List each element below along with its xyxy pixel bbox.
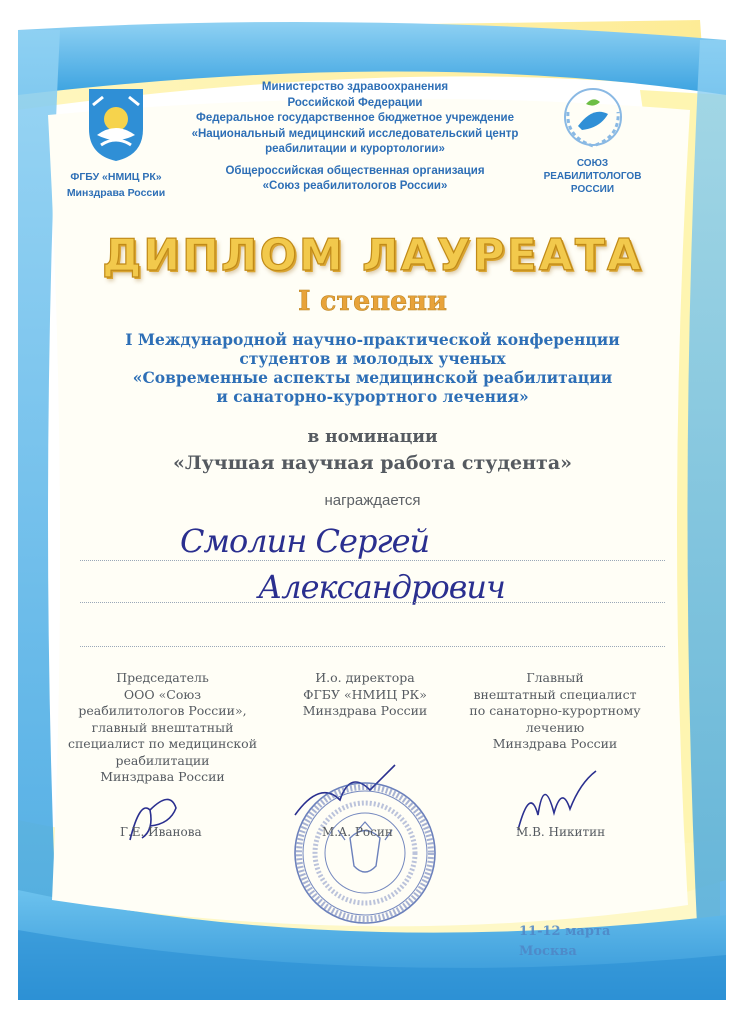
signatory-ivanova-name: Г.Е. Иванова (120, 825, 202, 839)
signatory-title-line: внештатный специалист (473, 686, 637, 702)
union-logo-caption-3: РОССИИ (570, 184, 615, 195)
header-line: реабилитации и курортологии» (265, 143, 445, 155)
name-dotted-line-3 (80, 646, 665, 647)
signatory-title-line: реабилитологов России», (78, 703, 247, 718)
nomination-title: «Лучшая научная работа студента» (172, 452, 573, 474)
signatory-ivanova-title (60, 670, 265, 786)
diploma-title: ДИПЛОМ ЛАУРЕАТА (102, 230, 643, 281)
union-logo-caption-1: СОЮЗ (576, 158, 609, 169)
signatory-nikitin-name: М.В. Никитин (516, 825, 606, 839)
event-place: Москва (519, 944, 577, 959)
recipient-name-line-1: Смолин Сергей (180, 522, 430, 560)
header-line: Министерство здравоохранения (261, 81, 449, 93)
organization-header (190, 80, 520, 195)
signatory-title-line: по санаторно-курортному (469, 703, 641, 718)
recipient-name-line-2: Александрович (258, 568, 505, 606)
awarded-label: награждается (324, 492, 421, 509)
signatory-title-line: специалист по медицинской (67, 736, 258, 751)
signatory-title-line: Председатель (116, 670, 209, 685)
nmic-logo (60, 85, 172, 199)
nmic-logo-caption-1: ФГБУ «НМИЦ РК» (70, 171, 162, 183)
signatory-title-line: ФГБУ «НМИЦ РК» (303, 686, 427, 702)
nomination-prefix: в номинации (307, 427, 438, 447)
header-line: Федеральное государственное бюджетное учреждение (196, 112, 514, 124)
header-line: «Национальный медицинский исследовательский центр (191, 127, 519, 140)
ivanova-signature-icon (120, 790, 190, 850)
signatory-title-line: реабилитации (115, 752, 210, 768)
conference-line: I Международной научно-практической конференции (125, 330, 620, 349)
date-place (519, 922, 610, 962)
diploma-degree: I степени (297, 286, 448, 317)
signatory-title-line: Минздрава России (492, 736, 618, 751)
signatory-title-line: И.о. директора (315, 670, 415, 685)
signatory-rosin-name: М.А. Росин (322, 825, 393, 839)
signatory-title-line: Главный (526, 670, 584, 685)
name-dotted-line-2 (80, 602, 665, 603)
union-logo (540, 82, 645, 195)
conference-line: и санаторно-курортного лечения» (216, 387, 529, 406)
signatory-title-line: Минздрава России (100, 769, 225, 784)
union-logo-caption-2: РЕАБИЛИТОЛОГОВ (543, 171, 642, 182)
conference-description (100, 330, 645, 406)
conference-line: «Современные аспекты медицинской реабилитации (132, 368, 613, 387)
name-dotted-line-1 (80, 560, 665, 561)
signatory-title-line: лечению (525, 719, 585, 735)
event-date: 11-12 марта (519, 924, 611, 939)
conference-line: студентов и молодых ученых (239, 349, 506, 368)
signatory-title-line: главный внештатный (91, 719, 234, 735)
ministry-block (190, 80, 520, 158)
header-line: Российской Федерации (287, 96, 423, 109)
signatory-title-line: ООО «Союз (123, 686, 202, 702)
official-seal-icon (290, 778, 440, 928)
signatory-rosin-title (285, 670, 445, 720)
union-block (190, 164, 520, 195)
signatory-title-line: Минздрава России (302, 703, 428, 718)
union-logo-icon (556, 82, 630, 152)
nmic-logo-caption-2: Минздрава России (66, 187, 166, 199)
header-line: Общероссийская общественная организация (225, 164, 485, 177)
signatory-nikitin-title (465, 670, 645, 753)
header-line: «Союз реабилитологов России» (262, 180, 448, 192)
nmic-logo-icon (83, 85, 149, 163)
